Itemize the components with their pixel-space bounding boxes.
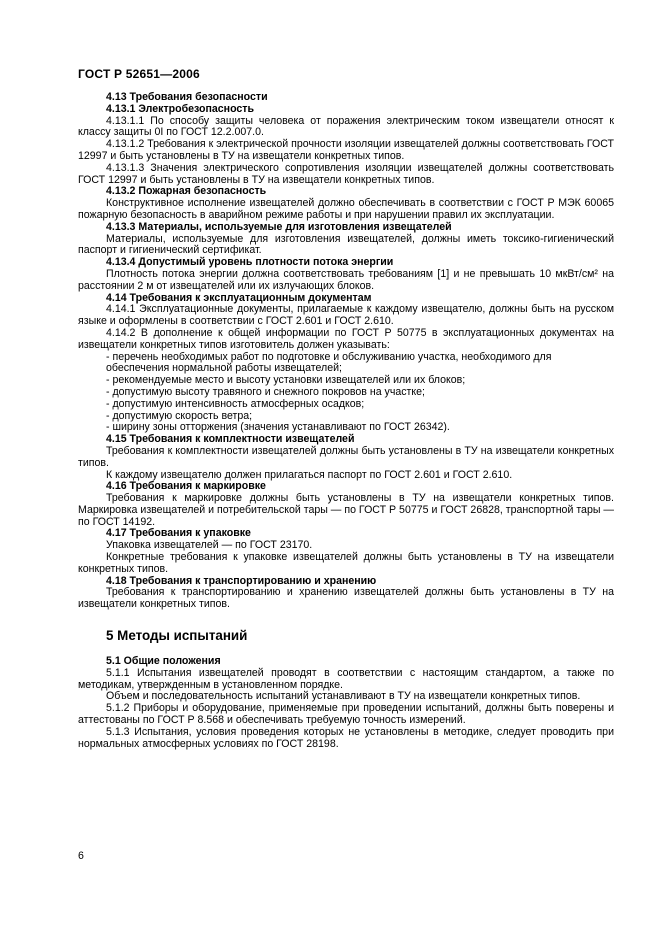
paragraph: 4.13.1.2 Требования к электрической прочности изоляции извещателей должны соответствовать ГОСТ 12997 и быть установлены в ТУ на извещатели конкретных типов. bbox=[78, 138, 614, 162]
subsection-heading: 4.13.2 Пожарная безопасность bbox=[106, 185, 267, 198]
paragraph: Конструктивное исполнение извещателей должно обеспечивать в соответствии с ГОСТ Р МЭК 60065 пожарную безопасность в аварийном режиме работы и при нарушении правил их эксплуатации. bbox=[78, 197, 614, 221]
paragraph: Требования к транспортированию и хранению извещателей должны быть установлены в ТУ на извещатели конкретных типов. bbox=[78, 586, 614, 611]
document-body bbox=[78, 92, 614, 750]
section-heading: 5 Методы испытаний bbox=[106, 628, 248, 644]
paragraph: Упаковка извещателей — по ГОСТ 23170. bbox=[106, 539, 313, 552]
subsection-heading: 4.13.3 Материалы, используемые для изготовления извещателей bbox=[106, 220, 452, 233]
subsection-heading: 4.15 Требования к комплектности извещателей bbox=[106, 433, 355, 446]
subsection-heading: 4.13.1 Электробезопасность bbox=[106, 102, 254, 115]
list-item: - ширину зоны отторжения (значения устанавливают по ГОСТ 26342). bbox=[78, 422, 614, 434]
subsection-heading: 4.18 Требования к транспортированию и хранению bbox=[106, 574, 377, 587]
paragraph: Объем и последовательность испытаний устанавливают в ТУ на извещатели конкретных типов. bbox=[106, 690, 581, 703]
paragraph: 4.13.1.3 Значения электрического сопротивления изоляции извещателей должны соответствовать ГОСТ 12997 и быть установлены в ТУ на извещатели конкретных типов. bbox=[78, 161, 614, 186]
list-item: - рекомендуемые место и высоту установки извещателей или их блоков; bbox=[78, 375, 614, 387]
list-item: - допустимую интенсивность атмосферных осадков; bbox=[78, 399, 614, 411]
subsection-heading: 5.1 Общие положения bbox=[106, 655, 221, 668]
paragraph: Материалы, используемые для изготовления извещателей, должны иметь токсико-гигиенический паспорт и гигиенический сертификат. bbox=[78, 232, 614, 257]
subsection-heading: 4.14 Требования к эксплуатационным документам bbox=[106, 291, 372, 304]
paragraph: Конкретные требования к упаковке извещателей должны быть установлены в ТУ на извещатели конкретных типов. bbox=[78, 551, 614, 575]
paragraph: 5.1.1 Испытания извещателей проводят в соответствии с настоящим стандартом, а также по методикам, утвержденным в установленном порядке. bbox=[78, 666, 614, 691]
paragraph: Требования к комплектности извещателей должны быть установлены в ТУ на извещатели конкретных типов. bbox=[78, 444, 614, 469]
document-header: ГОСТ Р 52651—2006 bbox=[78, 67, 200, 81]
paragraph: 4.14.2 В дополнение к общей информации по ГОСТ Р 50775 в эксплуатационных документах на извещатели конкретных типов изготовитель должен указывать: bbox=[78, 326, 614, 351]
paragraph: 4.14.1 Эксплуатационные документы, прилагаемые к каждому извещателю, должны быть на русском языке и оформлены в соответствии с ГОСТ 2.601 и ГОСТ 2.610. bbox=[78, 303, 614, 328]
page-number: 6 bbox=[78, 850, 84, 862]
subsection-heading: 4.17 Требования к упаковке bbox=[106, 527, 251, 540]
subsection-heading: 4.16 Требования к маркировке bbox=[106, 480, 266, 493]
paragraph: 5.1.2 Приборы и оборудование, применяемые при проведении испытаний, должны быть поверены и аттестованы по ГОСТ Р 8.568 и обеспечивать требуемую точность измерений. bbox=[78, 702, 614, 727]
subsection-heading: 4.13 Требования безопасности bbox=[106, 91, 268, 103]
paragraph: Плотность потока энергии должна соответствовать требованиям [1] и не превышать 10 мкВт/см² на расстоянии 2 м от извещателей или их излучающих блоков. bbox=[78, 267, 614, 292]
paragraph: 4.13.1.1 По способу защиты человека от поражения электрическим током извещатели относят к классу защиты 0I по ГОСТ 12.2.007.0. bbox=[78, 114, 614, 139]
list-item: - допустимую скорость ветра; bbox=[78, 411, 614, 423]
paragraph: 5.1.3 Испытания, условия проведения которых не установлены в методике, следует проводить при нормальных атмосферных условиях по ГОСТ 28198. bbox=[78, 725, 614, 750]
list-item: - перечень необходимых работ по подготовке и обслуживанию участка, необходимого для обеспечения нормальной работы извещателей; bbox=[78, 352, 614, 376]
paragraph: К каждому извещателю должен прилагаться паспорт по ГОСТ 2.601 и ГОСТ 2.610. bbox=[106, 468, 513, 481]
list-item: - допустимую высоту травяного и снежного покровов на участке; bbox=[78, 387, 614, 399]
subsection-heading: 4.13.4 Допустимый уровень плотности потока энергии bbox=[106, 256, 394, 269]
paragraph: Требования к маркировке должны быть установлены в ТУ на извещатели конкретных типов. Маркировка извещателей и потребительской тары — по ГОСТ Р 50775 и ГОСТ 26828, транспортной тары — по ГОСТ 14192. bbox=[78, 492, 614, 528]
